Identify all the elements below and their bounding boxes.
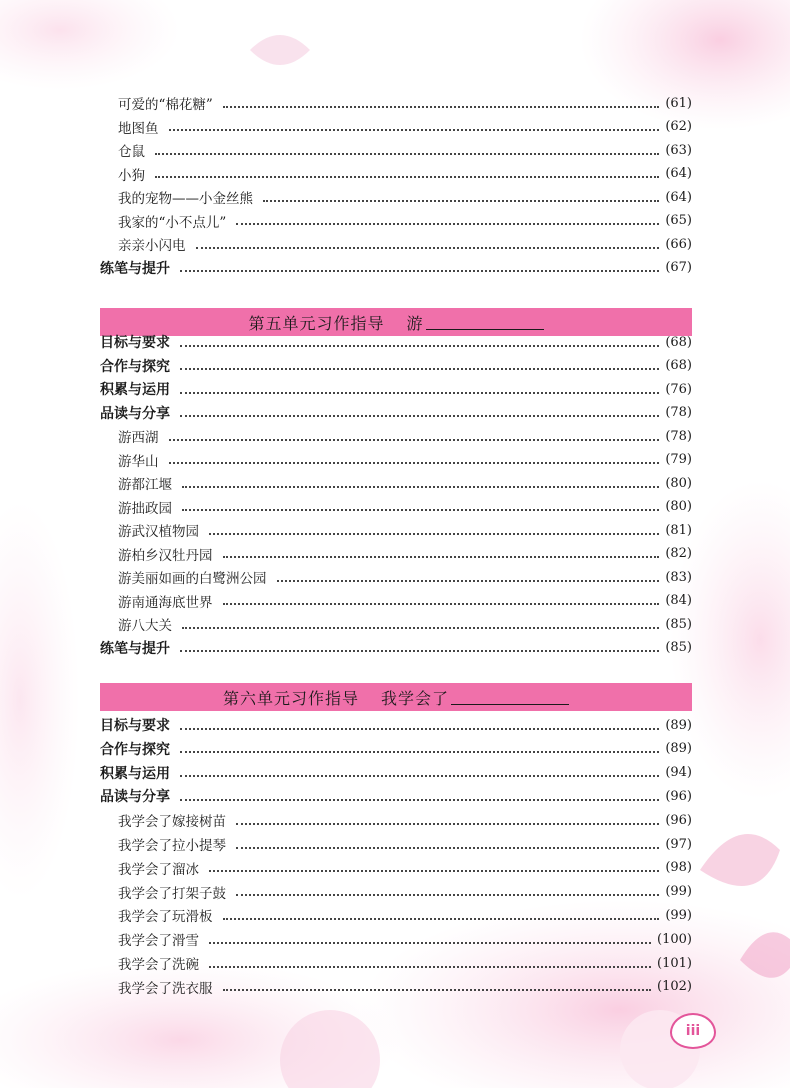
toc-entry-title: 练笔与提升 <box>100 260 170 277</box>
dot-leader <box>223 105 660 108</box>
dot-leader <box>236 893 659 896</box>
toc-entry-page: (85) <box>665 640 692 655</box>
toc-entry-page: (64) <box>665 189 692 205</box>
dot-leader <box>180 727 659 730</box>
dot-leader <box>196 246 660 249</box>
toc-entry[interactable] <box>100 519 692 541</box>
dot-leader <box>180 774 659 777</box>
toc-entry[interactable] <box>100 785 692 807</box>
dot-leader <box>180 750 659 753</box>
toc-entry[interactable] <box>100 857 692 879</box>
dot-leader <box>209 965 651 968</box>
toc-entry[interactable] <box>100 163 692 185</box>
toc-entry-page: (89) <box>665 741 692 757</box>
toc-entry-page: (61) <box>665 95 692 111</box>
toc-entry[interactable] <box>100 613 692 635</box>
toc-entry-page: (81) <box>665 522 692 538</box>
toc-entry-page: (97) <box>665 836 692 852</box>
dot-leader <box>182 485 659 488</box>
toc-entry-page: (66) <box>665 236 692 252</box>
dot-leader <box>236 846 659 849</box>
toc-entry[interactable] <box>100 210 692 232</box>
toc-entry-page: (62) <box>665 119 692 134</box>
toc-entry-title: 积累与运用 <box>100 382 170 398</box>
toc-entry[interactable] <box>100 257 692 279</box>
toc-entry-page: (83) <box>665 569 692 585</box>
toc-entry[interactable] <box>100 809 692 831</box>
toc-entry[interactable] <box>100 472 692 494</box>
dot-leader <box>180 269 659 272</box>
unit6-header <box>100 683 692 711</box>
toc-entry-title: 练笔与提升 <box>100 640 170 657</box>
toc-entry-title: 我学会了洗衣服 <box>118 980 213 997</box>
toc-entry-page: (85) <box>665 616 692 632</box>
dot-leader <box>236 222 659 225</box>
toc-entry[interactable] <box>100 355 692 377</box>
toc-entry[interactable] <box>100 976 692 998</box>
unit5-header-theme: 游 <box>406 313 424 333</box>
toc-entry-title: 游武汉植物园 <box>118 524 199 540</box>
dot-leader <box>180 391 659 394</box>
dot-leader <box>223 602 660 605</box>
toc-entry[interactable] <box>100 762 692 784</box>
toc-entry-page: (89) <box>665 717 692 733</box>
toc-entry-page: (96) <box>665 812 692 828</box>
toc-entry[interactable] <box>100 331 692 353</box>
toc-entry-page: (94) <box>665 765 692 781</box>
toc-entry-title: 游华山 <box>118 453 159 470</box>
toc-entry-page: (96) <box>665 788 692 804</box>
toc-entry[interactable] <box>100 833 692 855</box>
toc-entry-title: 我的宠物——小金丝熊 <box>118 191 253 207</box>
toc-entry-page: (78) <box>665 405 692 420</box>
toc-entry-title: 目标与要求 <box>100 335 170 351</box>
toc-entry-page: (99) <box>665 884 692 900</box>
toc-entry-title: 游南通海底世界 <box>118 594 213 611</box>
unit6-header-title: 第六单元习作指导 <box>222 688 359 708</box>
toc-entry-page: (63) <box>665 142 692 158</box>
toc-entry[interactable] <box>100 186 692 208</box>
page-number-badge <box>670 1013 716 1049</box>
dot-leader <box>209 941 651 944</box>
toc-entry-page: (80) <box>665 499 692 514</box>
toc-entry[interactable] <box>100 92 692 114</box>
toc-entry[interactable] <box>100 738 692 760</box>
toc-entry-title: 我学会了打架子鼓 <box>118 885 226 902</box>
toc-entry-page: (78) <box>665 428 692 444</box>
dot-leader <box>223 988 652 991</box>
toc-entry[interactable] <box>100 402 692 424</box>
dot-leader <box>155 175 659 178</box>
toc-entry[interactable] <box>100 714 692 736</box>
toc-entry-page: (100) <box>657 931 692 947</box>
dot-leader <box>223 917 660 920</box>
toc-entry-page: (76) <box>665 381 692 397</box>
toc-entry-title: 我学会了洗碗 <box>118 957 199 973</box>
toc-entry-title: 我学会了滑雪 <box>118 933 199 950</box>
toc-entry-title: 游西湖 <box>118 430 159 446</box>
toc-entry-page: (82) <box>665 546 692 561</box>
toc-entry[interactable] <box>100 496 692 518</box>
toc-entry-page: (79) <box>665 452 692 467</box>
toc-entry-title: 地图鱼 <box>118 120 159 137</box>
dot-leader <box>169 461 660 464</box>
toc-entry-title: 我学会了溜冰 <box>118 861 199 878</box>
toc-entry[interactable] <box>100 566 692 588</box>
toc-entry[interactable] <box>100 881 692 903</box>
page-number: iii <box>685 1023 701 1039</box>
dot-leader <box>223 555 660 558</box>
toc-entry[interactable] <box>100 139 692 161</box>
unit6-header-blank-line <box>451 690 569 705</box>
unit5-header-title: 第五单元习作指导 <box>248 313 385 333</box>
toc-entry-page: (98) <box>665 860 692 876</box>
toc-entry-page: (102) <box>657 979 692 995</box>
toc-entry-title: 积累与运用 <box>100 765 170 782</box>
toc-entry[interactable] <box>100 378 692 400</box>
toc-entry[interactable] <box>100 637 692 659</box>
dot-leader <box>236 822 659 825</box>
toc-entry-title: 我家的“小不点儿” <box>118 214 227 231</box>
toc-entry-title: 游都江堰 <box>118 477 172 493</box>
dot-leader <box>180 344 659 347</box>
toc-entry-title: 游美丽如画的白鹭洲公园 <box>118 571 267 587</box>
toc-entry-page: (65) <box>665 213 692 228</box>
toc-entry-page: (68) <box>665 358 692 373</box>
toc-entry-title: 品读与分享 <box>100 789 170 806</box>
dot-leader <box>182 508 659 511</box>
toc-entry-page: (67) <box>665 260 692 275</box>
toc-entry-page: (80) <box>665 475 692 491</box>
toc-entry-page: (68) <box>665 334 692 350</box>
toc-entry-title: 仓鼠 <box>118 144 145 160</box>
toc-entry[interactable] <box>100 233 692 255</box>
dot-leader <box>180 798 659 801</box>
dot-leader <box>263 199 659 202</box>
toc-entry-title: 可爱的“棉花糖” <box>118 97 213 113</box>
toc-entry[interactable] <box>100 952 692 974</box>
toc-entry-title: 小狗 <box>118 167 145 184</box>
dot-leader <box>169 128 660 131</box>
toc-entry-title: 我学会了玩滑板 <box>118 909 213 926</box>
toc-entry-title: 游柏乡汉牡丹园 <box>118 547 213 564</box>
dot-leader <box>180 649 659 652</box>
dot-leader <box>277 579 660 582</box>
toc-entry[interactable] <box>100 449 692 471</box>
toc-entry-title: 游八大关 <box>118 618 172 634</box>
toc-entry-title: 目标与要求 <box>100 718 170 734</box>
toc-entry-title: 游拙政园 <box>118 500 172 517</box>
toc-entry-title: 我学会了嫁接树苗 <box>118 814 226 831</box>
dot-leader <box>155 152 659 155</box>
unit6-header-theme: 我学会了 <box>381 688 450 708</box>
toc-entry-page: (101) <box>657 955 692 971</box>
toc-entry[interactable] <box>100 116 692 138</box>
dot-leader <box>180 414 659 417</box>
toc-entry-page: (84) <box>665 593 692 608</box>
toc-entry[interactable] <box>100 543 692 565</box>
toc-entry-title: 亲亲小闪电 <box>118 238 186 254</box>
toc-entry-page: (99) <box>665 907 692 923</box>
toc-entry[interactable] <box>100 590 692 612</box>
dot-leader <box>182 626 659 629</box>
dot-leader <box>169 438 660 441</box>
dot-leader <box>209 532 659 535</box>
toc-entry-title: 合作与探究 <box>100 358 170 375</box>
toc-entry-title: 我学会了拉小提琴 <box>118 838 226 854</box>
toc-entry-title: 品读与分享 <box>100 405 170 422</box>
dot-leader <box>209 869 659 872</box>
toc-entry-title: 合作与探究 <box>100 741 170 758</box>
toc-entry[interactable] <box>100 928 692 950</box>
toc-entry[interactable] <box>100 425 692 447</box>
toc-entry-page: (64) <box>665 166 692 181</box>
toc-entry[interactable] <box>100 904 692 926</box>
unit5-header-blank-line <box>426 315 544 330</box>
dot-leader <box>180 367 659 370</box>
